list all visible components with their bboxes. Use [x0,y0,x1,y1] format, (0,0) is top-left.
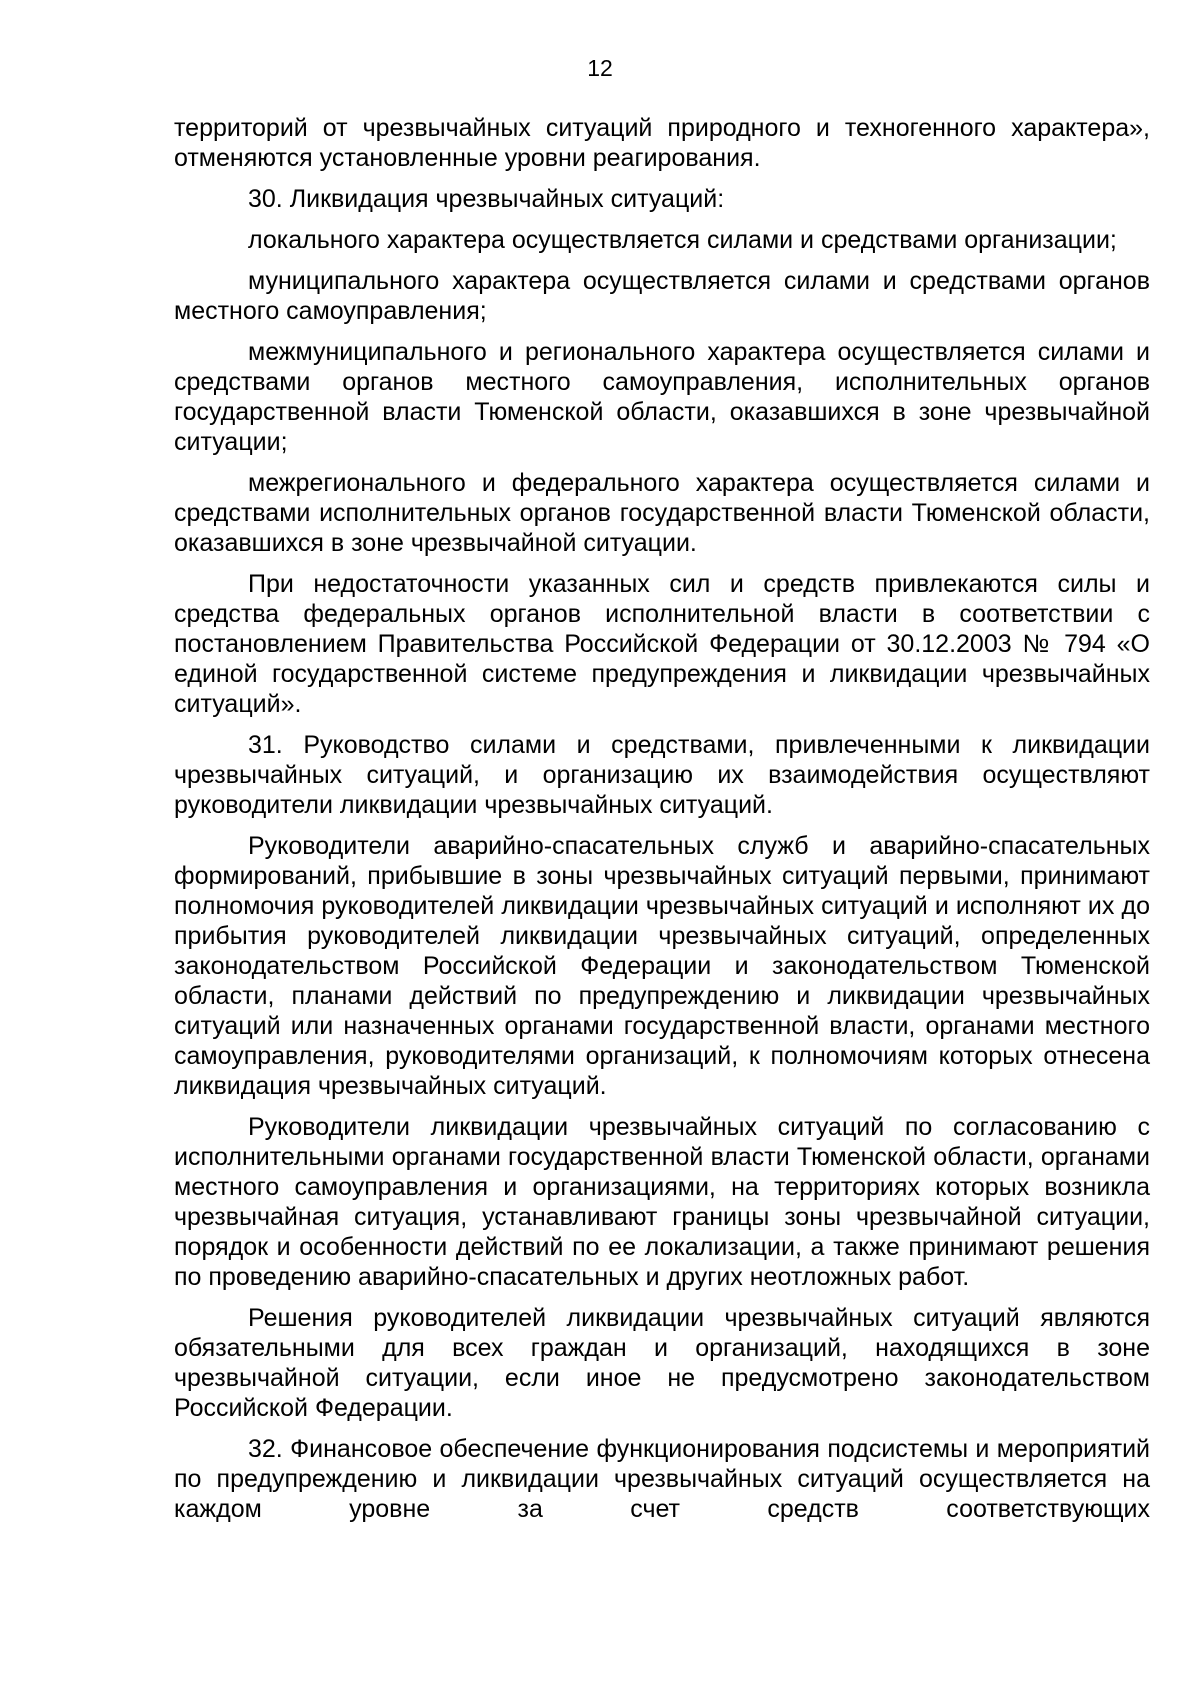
paragraph-item-30: 30. Ликвидация чрезвычайных ситуаций: [248,185,725,213]
page-number: 12 [587,55,613,81]
paragraph-item-31: 31. Руководство силами и средствами, привлеченными к ликвидации чрезвычайных ситуаций, и организацию их взаимодействия осуществляют руководители ликвидации чрезвычайных ситуаций. [174,731,1150,819]
document-body [174,113,1150,1535]
paragraph-decisions-binding: Решения руководителей ликвидации чрезвычайных ситуаций являются обязательными для всех граждан и организаций, находящихся в зоне чрезвычайной ситуации, если иное не предусмотрено законодательством Российской Федерации. [174,1304,1150,1422]
paragraph-zone-boundaries: Руководители ликвидации чрезвычайных ситуаций по согласованию с исполнительными органами государственной власти Тюменской области, органами местного самоуправления и организациями, на территориях которых возникла чрезвычайная ситуация, устанавливают границы зоны чрезвычайной ситуации, порядок и особенности действий по ее локализации, а также принимают решения по проведению аварийно-спасательных и других неотложных работ. [174,1113,1150,1291]
paragraph-local-level: локального характера осуществляется силами и средствами организации; [248,226,1117,254]
paragraph-municipal-level: муниципального характера осуществляется силами и средствами органов местного самоуправления; [174,267,1150,325]
paragraph-interregional-federal-level: межрегионального и федерального характера осуществляется силами и средствами исполнительных органов государственной власти Тюменской области, оказавшихся в зоне чрезвычайной ситуации. [174,469,1150,557]
paragraph-intermunicipal-regional-level: межмуниципального и регионального характера осуществляется силами и средствами органов местного самоуправления, исполнительных органов государственной власти Тюменской области, оказавшихся в зоне чрезвычайной ситуации; [174,338,1150,456]
paragraph-item-32: 32. Финансовое обеспечение функционирования подсистемы и мероприятий по предупреждению и ликвидации чрезвычайных ситуаций осуществляется на каждом уровне за счет средств соответствующих [174,1435,1150,1523]
paragraph-rescue-service-heads: Руководители аварийно-спасательных служб и аварийно-спасательных формирований, прибывшие в зоны чрезвычайных ситуаций первыми, принимают полномочия руководителей ликвидации чрезвычайных ситуаций и исполняют их до прибытия руководителей ликвидации чрезвычайных ситуаций, определенных законодательством Российской Федерации и законодательством Тюменской области, планами действий по предупреждению и ликвидации чрезвычайных ситуаций или назначенных органами государственной власти, органами местного самоуправления, руководителями организаций, к полномочиям которых отнесена ликвидация чрезвычайных ситуаций. [174,832,1150,1100]
paragraph-continued: территорий от чрезвычайных ситуаций природного и техногенного характера», отменяются установленные уровни реагирования. [174,114,1150,172]
paragraph-insufficient-forces: При недостаточности указанных сил и средств привлекаются силы и средства федеральных органов исполнительной власти в соответствии с постановлением Правительства Российской Федерации от 30.12.2003 № 794 «О единой государственной системе предупреждения и ликвидации чрезвычайных ситуаций». [174,570,1150,718]
